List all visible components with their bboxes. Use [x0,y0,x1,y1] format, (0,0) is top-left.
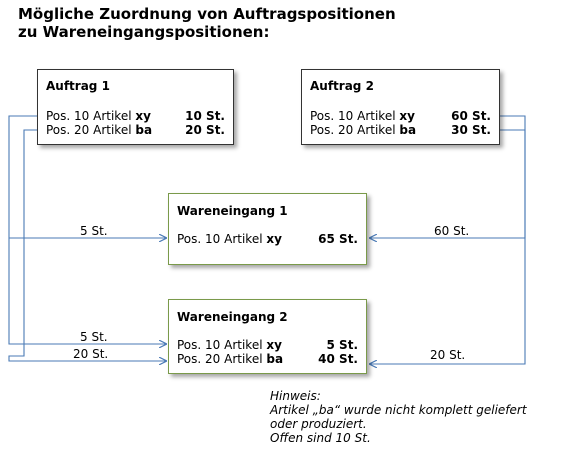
wareneingang-2-title: Wareneingang 2 [177,310,288,324]
wareneingang-2-row-1 [177,338,358,353]
row-position: Pos. 10 Artikel [177,232,263,246]
wareneingang-2-box [168,299,367,374]
row-position: Pos. 20 Artikel [46,123,132,137]
auftrag-2-row-1 [310,109,491,124]
auftrag-1-row-2 [46,123,225,138]
row-quantity: 30 St. [451,123,491,137]
auftrag-1-title: Auftrag 1 [46,79,110,93]
row-quantity: 40 St. [318,352,358,366]
wareneingang-1-title: Wareneingang 1 [177,204,288,218]
flow-label-left-we2-b: 20 St. [73,347,109,361]
row-article: ba [399,123,417,137]
row-quantity: 60 St. [451,109,491,123]
row-quantity: 5 St. [326,338,358,352]
hint-note [270,389,527,445]
auftrag-2-title: Auftrag 2 [310,79,374,93]
row-position: Pos. 10 Artikel [177,338,263,352]
title-line-2: zu Wareneingangspositionen: [18,23,270,41]
auftrag-1-box [37,69,234,145]
hint-heading: Hinweis: [270,389,321,403]
hint-line: Artikel „ba“ wurde nicht komplett geliefert [270,403,527,417]
row-quantity: 65 St. [318,232,358,246]
auftrag-2-row-2 [310,123,491,138]
row-article: xy [266,338,282,352]
connector-a1-ba [9,130,166,361]
flow-label-left-we1: 5 St. [80,224,108,238]
row-article: xy [266,232,282,246]
wareneingang-1-box [168,193,367,265]
row-quantity: 10 St. [185,109,225,123]
row-position: Pos. 20 Artikel [310,123,396,137]
flow-label-left-we2-a: 5 St. [80,330,108,344]
title-line-1: Mögliche Zuordnung von Auftragspositionen [18,5,396,23]
hint-line: oder produziert. [270,417,367,431]
row-position: Pos. 10 Artikel [46,109,132,123]
row-article: ba [266,352,284,366]
connector-a2-ba [370,130,525,364]
flow-label-right-we1: 60 St. [434,224,470,238]
hint-line: Offen sind 10 St. [270,431,371,445]
wareneingang-1-row-1 [177,232,358,247]
auftrag-2-box [301,69,500,145]
row-article: xy [399,109,415,123]
row-article: xy [135,109,151,123]
row-article: ba [135,123,153,137]
flow-label-right-we2: 20 St. [430,348,466,362]
row-quantity: 20 St. [185,123,225,137]
row-position: Pos. 10 Artikel [310,109,396,123]
row-position: Pos. 20 Artikel [177,352,263,366]
auftrag-1-row-1 [46,109,225,124]
wareneingang-2-row-2 [177,352,358,367]
